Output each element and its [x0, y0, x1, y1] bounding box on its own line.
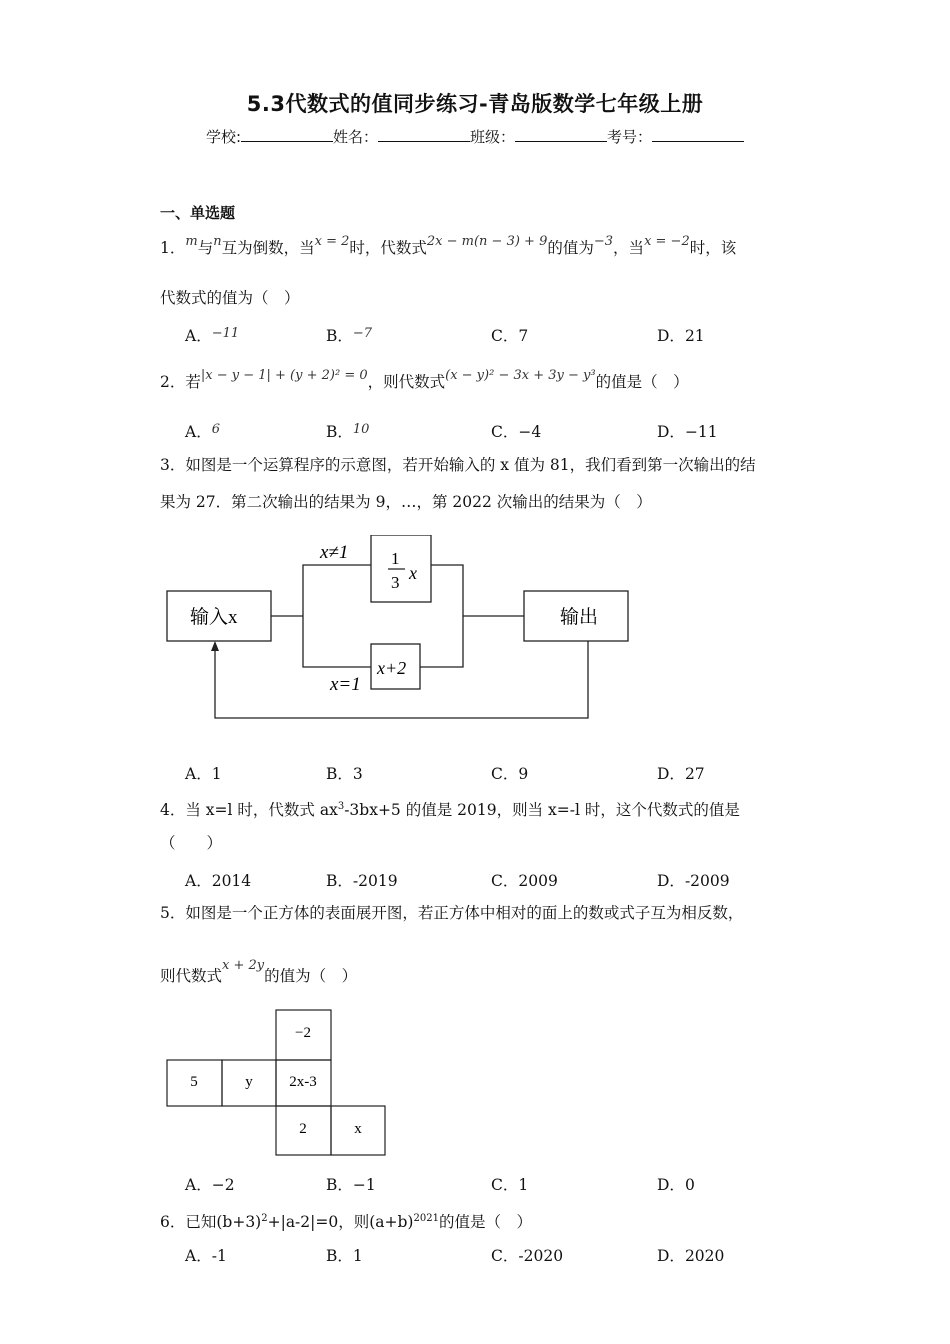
option-value: −4 [518, 423, 542, 441]
option-label: D． [657, 423, 685, 441]
option-label: C． [491, 872, 519, 890]
option-label: D． [657, 1247, 685, 1265]
q4-text: 4．当 x=l 时，代数式 ax [160, 801, 338, 820]
q5-formula: x + 2y [222, 958, 265, 973]
q2-option-d[interactable] [657, 420, 718, 442]
q6-text: 6．已知(b+3) [160, 1213, 262, 1232]
q4-text: -3bx+5 的值是 2019，则当 x=-l 时，这个代数式的值是 [344, 801, 740, 820]
option-value: 3 [352, 765, 363, 783]
q1-formula-n: n [213, 234, 222, 249]
option-value: 2014 [211, 872, 252, 890]
option-label: C． [491, 1176, 519, 1194]
branch-line-right [420, 565, 463, 667]
net-b2-label: x [354, 1121, 362, 1137]
branch-line-left [303, 565, 371, 667]
option-value: −7 [352, 326, 373, 341]
question-1-stem [160, 234, 737, 260]
q5-text: 的值为（ ） [264, 967, 358, 985]
option-value: -2009 [684, 872, 730, 890]
q3-option-d[interactable] [657, 762, 705, 784]
option-label: A． [185, 765, 212, 783]
q4-exponent: 3 [337, 801, 345, 812]
input-label: 输入x [190, 607, 238, 628]
q1-formula-value: −3 [593, 234, 614, 249]
q6-option-d[interactable] [657, 1244, 724, 1266]
page-title: 5.3代数式的值同步练习-青岛版数学七年级上册 [246, 92, 704, 116]
option-value: −11 [684, 423, 718, 441]
q6-text: 的值是（ ） [438, 1213, 532, 1232]
q1-text: 时，该 [689, 239, 737, 257]
q1-text: ，当 [613, 239, 645, 257]
q6-option-a[interactable] [185, 1244, 227, 1266]
option-label: B． [326, 1176, 353, 1194]
q1-number: 1． [160, 239, 186, 257]
option-label: C． [491, 423, 519, 441]
q4-option-a[interactable] [185, 869, 251, 891]
question-5-line2 [160, 958, 358, 988]
option-value: 0 [684, 1176, 695, 1194]
net-c1-label: 5 [190, 1074, 198, 1090]
option-value: −1 [352, 1176, 376, 1194]
option-label: B． [326, 423, 353, 441]
q6-text: +|a-2|=0，则(a+b) [267, 1213, 414, 1232]
section-heading: 一、单选题 [160, 204, 236, 222]
q1-formula-x2: x = 2 [314, 234, 350, 249]
cube-net [160, 1005, 400, 1165]
q2-number: 2．若 [160, 373, 201, 391]
fraction-variable: x [409, 563, 417, 583]
q6-exponent: 2021 [413, 1213, 439, 1224]
question-3-line2: 果为 27．第二次输出的结果为 9，…，第 2022 次输出的结果为（ ） [160, 493, 652, 511]
option-label: B． [326, 1247, 353, 1265]
q2-formula-expr: (x − y)² − 3x + 3y − y³ [445, 368, 596, 383]
q1-text: 互为倒数，当 [221, 239, 315, 257]
option-label: A． [185, 327, 212, 345]
option-value: 6 [211, 422, 220, 437]
q2-text: ，则代数式 [367, 373, 446, 391]
condition-top: x≠1 [320, 542, 349, 563]
program-flowchart [160, 535, 640, 730]
q1-option-d[interactable] [657, 324, 705, 346]
q5-option-c[interactable] [491, 1173, 528, 1195]
net-c2-label: y [245, 1074, 253, 1090]
exam-no-blank[interactable] [652, 127, 744, 142]
option-label: A． [185, 423, 212, 441]
option-label: B． [326, 872, 353, 890]
option-value: 1 [352, 1247, 363, 1265]
school-blank[interactable] [241, 127, 333, 142]
class-blank[interactable] [515, 127, 607, 142]
question-1-line2: 代数式的值为（ ） [160, 289, 300, 307]
q6-exponent: 2 [261, 1213, 268, 1224]
fraction-numerator: 1 [391, 549, 400, 568]
option-value: 9 [518, 765, 529, 783]
net-c3-label: 2x-3 [289, 1074, 317, 1090]
option-value: 21 [684, 327, 705, 345]
q5-text: 则代数式 [160, 967, 223, 985]
name-label: 姓名： [333, 128, 379, 146]
q2-option-a[interactable] [185, 420, 220, 442]
arrow-head-icon [211, 641, 219, 651]
option-value: −2 [211, 1176, 235, 1194]
q1-option-a[interactable] [185, 324, 239, 346]
exam-no-label: 考号： [607, 128, 653, 146]
fraction-denominator: 3 [391, 573, 400, 592]
option-label: D． [657, 1176, 685, 1194]
option-value: 7 [518, 327, 529, 345]
question-3-line1: 3．如图是一个运算程序的示意图，若开始输入的 x 值为 81，我们看到第一次输出的结 [160, 456, 756, 474]
q6-option-c[interactable] [491, 1244, 563, 1266]
option-value: 1 [211, 765, 222, 783]
question-4-line1 [160, 797, 740, 820]
q1-option-c[interactable] [491, 324, 528, 346]
option-label: A． [185, 1247, 212, 1265]
q1-formula-xneg2: x = −2 [644, 234, 690, 249]
option-label: D． [657, 765, 685, 783]
net-top-label: −2 [295, 1025, 311, 1041]
option-label: D． [657, 327, 685, 345]
plus-two-label: x+2 [377, 658, 407, 678]
q2-option-c[interactable] [491, 420, 541, 442]
q5-option-a[interactable] [185, 1173, 235, 1195]
output-label: 输出 [560, 607, 599, 628]
option-value: 1 [518, 1176, 529, 1194]
option-label: B． [326, 327, 353, 345]
q1-text: 与 [197, 239, 214, 257]
q4-option-b[interactable] [326, 869, 398, 891]
net-b1-label: 2 [299, 1121, 307, 1137]
q4-option-d[interactable] [657, 869, 730, 891]
q3-option-b[interactable] [326, 762, 363, 784]
option-value: 2009 [518, 872, 558, 890]
question-2-stem [160, 368, 689, 394]
q6-option-b[interactable] [326, 1244, 363, 1266]
option-label: C． [491, 1247, 519, 1265]
option-value: −11 [211, 326, 240, 341]
option-value: 27 [684, 765, 705, 783]
option-value: -2020 [518, 1247, 564, 1265]
option-label: A． [185, 1176, 212, 1194]
option-value: 10 [352, 422, 370, 437]
loop-back-line [215, 641, 588, 718]
q1-text: 的值为 [547, 239, 594, 257]
school-label: 学校: [205, 128, 241, 146]
option-label: C． [491, 327, 519, 345]
q5-option-d[interactable] [657, 1173, 695, 1195]
q3-option-c[interactable] [491, 762, 528, 784]
option-value: 2020 [684, 1247, 725, 1265]
name-blank[interactable] [378, 127, 470, 142]
q2-text: 的值是（ ） [595, 373, 689, 391]
q1-option-b[interactable] [326, 324, 372, 346]
q3-option-a[interactable] [185, 762, 222, 784]
class-label: 班级： [470, 128, 516, 146]
condition-bottom: x=1 [330, 674, 361, 695]
q4-option-c[interactable] [491, 869, 558, 891]
option-label: D． [657, 872, 685, 890]
q1-formula-m: m [185, 234, 198, 249]
q2-option-b[interactable] [326, 420, 369, 442]
student-info-line [0, 126, 950, 147]
question-5-line1: 5．如图是一个正方体的表面展开图，若正方体中相对的面上的数或式子互为相反数， [160, 904, 744, 922]
q1-formula-expr: 2x − m(n − 3) + 9 [426, 234, 548, 249]
question-4-line2: （ ） [160, 834, 223, 852]
option-label: A． [185, 872, 212, 890]
option-value: -1 [211, 1247, 227, 1265]
option-label: B． [326, 765, 353, 783]
option-value: -2019 [352, 872, 398, 890]
q5-option-b[interactable] [326, 1173, 376, 1195]
q1-text: 时，代数式 [349, 239, 427, 257]
question-6-stem [160, 1209, 532, 1232]
option-label: C． [491, 765, 519, 783]
q2-formula-condition: |x − y − 1| + (y + 2)² = 0 [200, 368, 368, 383]
